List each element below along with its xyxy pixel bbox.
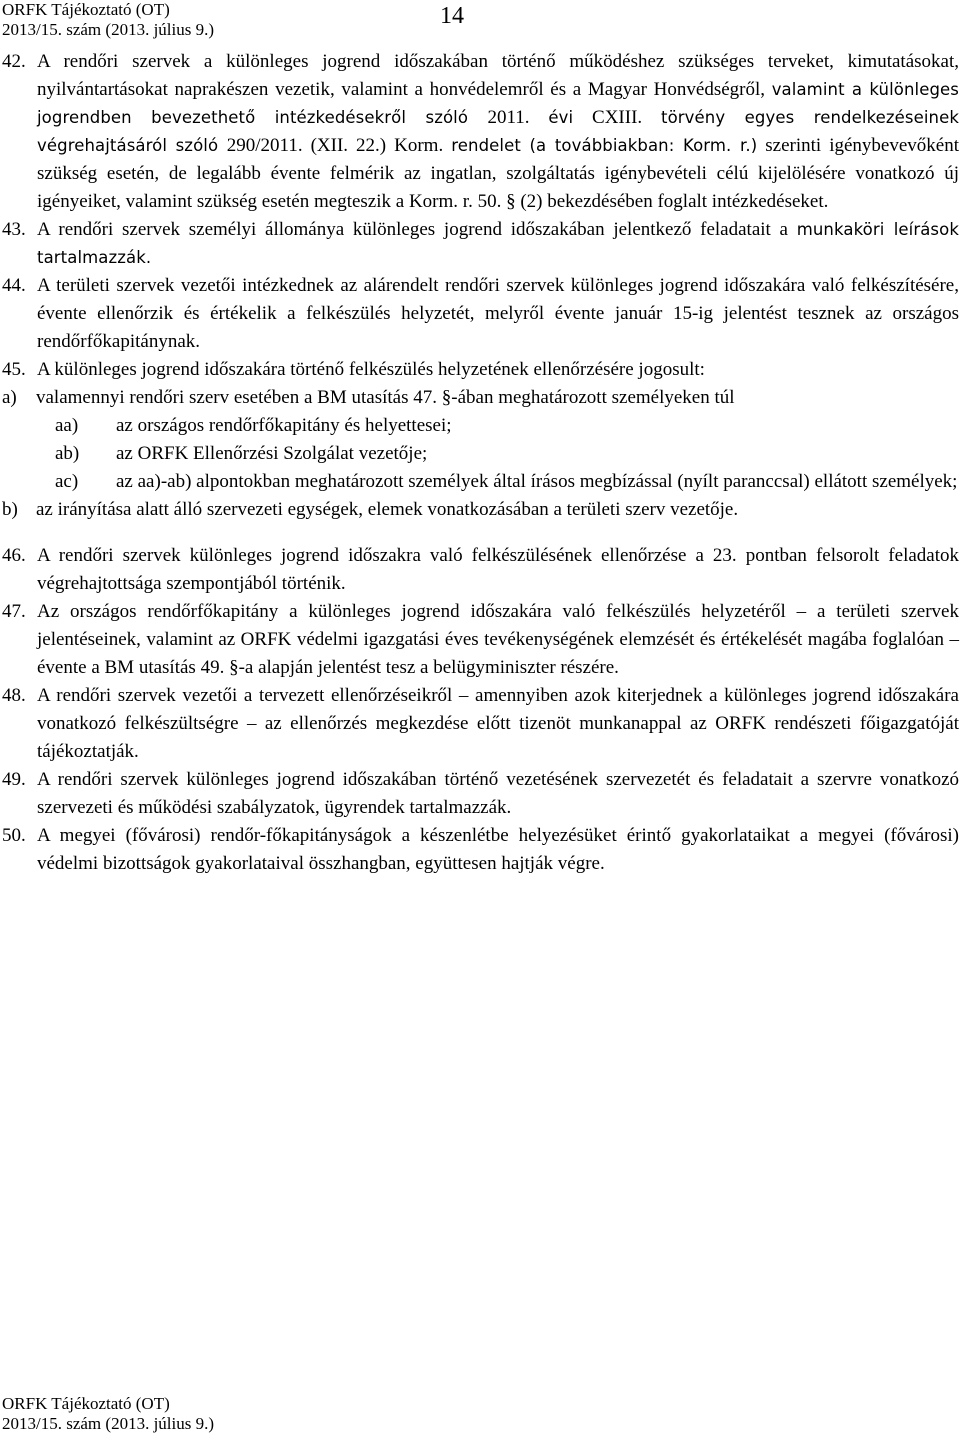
subpoint-text: alpontokban meghatározott személyek által írásos megbízással (nyílt paranccsal) ellátott személyek; (191, 471, 958, 492)
section-text: A rendőri szervek a különleges jogrend időszakában történő működéshez szükséges terveket, kimutatásokat, nyilvántartásokat naprakészen vezetik, valamint a honvédelemről és a Magyar Honvédségről, (37, 51, 959, 100)
section-43 (2, 216, 959, 272)
section-number: 42. (2, 51, 26, 72)
subpoint-aa (55, 412, 959, 440)
point-text: valamennyi rendőri szerv esetében a BM utasítás 47. (36, 387, 442, 408)
section-number: 48. (2, 685, 26, 706)
footer-issue: 2013/15. szám (2013. július 9.) (2, 1414, 215, 1433)
section-text: -a alapján jelentést tesz a belügyminiszter részére. (238, 657, 619, 678)
section-number: 49. (2, 769, 26, 790)
section-text: szerinti igénybevevőként szükség esetén, de legalább évente felmérik az ingatlan, szolgáltatás igénybevételi célú kijelölésére vonatkozó új igényeiket, valamint szükség esetén megteszik a Korm. r. 50. (37, 135, 960, 212)
section-47 (2, 598, 959, 682)
subpoint-label: aa) (55, 415, 79, 436)
section-44 (2, 272, 959, 356)
point-text: az irányítása alatt álló szervezeti egységek, elemek vonatkozásában a területi szerv vezetője. (36, 499, 739, 520)
footer-publication: ORFK Tájékoztató (OT) (2, 1394, 170, 1413)
subpoint-ac (55, 468, 959, 496)
section-sign: § (441, 387, 452, 408)
section-text: évi (548, 108, 574, 127)
section-text: A rendőri szervek különleges jogrend időszakában történő vezetésének szervezetét és feladatait a szervre vonatkozó szervezeti és működési szabályzatok, ügyrendek tartalmazzák. (37, 769, 959, 818)
section-number: 46. (2, 545, 26, 566)
subpoint-ref: aa)-ab) (137, 471, 192, 492)
page-number: 14 (440, 3, 464, 29)
section-text: A rendőri szervek személyi állománya különleges jogrend időszakában jelentkező feladatait a (37, 219, 797, 240)
point-label: b) (2, 499, 18, 520)
section-46 (2, 542, 959, 598)
section-50 (2, 822, 959, 878)
section-text: Az országos rendőrfőkapitány a különleges jogrend időszakára való felkészülés helyzetéről – a területi szervek jelentéseinek, valamint az ORFK védelmi igazgatási éves tevékenységének elemzését és értékelését magába foglalóan – évente a BM utasítás 49. (37, 601, 959, 678)
section-text: 290/2011. (XII. 22.) Korm. (226, 135, 452, 156)
section-text: A rendőri szervek vezetői a tervezett ellenőrzéseikről – amennyiben azok kiterjednek a különleges jogrend időszakára vonatkozó felkészültségre – az ellenőrzés megkezdése előtt tizenöt munkanappal az ORFK rendészeti főigazgatóját tájékoztatják. (37, 685, 959, 762)
section-42 (2, 48, 959, 216)
subpoint-text: az (116, 471, 138, 492)
section-sign: § (229, 657, 239, 678)
subpoint-text: az országos rendőrfőkapitány és helyettesei; (116, 415, 452, 436)
header-issue: 2013/15. szám (2013. július 9.) (2, 20, 215, 39)
header-publication: ORFK Tájékoztató (OT) (2, 0, 170, 19)
section-sign: § (506, 191, 516, 212)
page-header (2, 0, 214, 40)
section-49 (2, 766, 959, 822)
spacer (2, 524, 959, 542)
subpoint-text: az ORFK Ellenőrzési Szolgálat vezetője; (116, 443, 428, 464)
point-text: -ában meghatározott személyeken túl (451, 387, 735, 408)
section-number: 45. (2, 359, 26, 380)
section-text: rendelet (a továbbiakban: Korm. r.) (451, 136, 758, 155)
point-a (2, 384, 959, 412)
section-text: A rendőri szervek különleges jogrend időszakra való felkészülésének ellenőrzése a 23. pontban felsorolt feladatok végrehajtottsága szempontjából történik. (37, 545, 959, 594)
section-text: CXIII. (573, 107, 662, 128)
section-text: 2011. (487, 107, 549, 128)
section-45 (2, 356, 959, 384)
section-number: 47. (2, 601, 26, 622)
section-text: A területi szervek vezetői intézkednek az alárendelt rendőri szervek különleges jogrend időszakára való felkészítésére, évente ellenőrzik és értékelik a felkészülés helyzetét, melyről évente január 15-ig jelentést tesznek az országos rendőrfőkapitánynak. (37, 275, 959, 352)
section-text: munkaköri leírások tartalmazzák. (37, 220, 959, 267)
page-footer (2, 1394, 214, 1434)
document-body (2, 48, 959, 878)
subpoint-label: ab) (55, 443, 80, 464)
section-number: 44. (2, 275, 26, 296)
subpoint-ab (55, 440, 959, 468)
section-text: valamint a különleges jogrendben bevezethető intézkedésekről szóló (37, 80, 959, 127)
section-number: 43. (2, 219, 26, 240)
section-number: 50. (2, 825, 26, 846)
point-label: a) (2, 387, 17, 408)
section-text: (2) bekezdésében foglalt intézkedéseket. (515, 191, 829, 212)
section-text: A megyei (fővárosi) rendőr-főkapitányságok a készenlétbe helyezésüket érintő gyakorlataikat a megyei (fővárosi) védelmi bizottságok gyakorlataival összhangban, együttesen hajtják végre. (37, 825, 959, 874)
section-48 (2, 682, 959, 766)
point-b (2, 496, 959, 524)
section-text: törvény egyes rendelkezéseinek végrehajtásáról szóló (37, 108, 959, 155)
subpoint-label: ac) (55, 471, 79, 492)
section-intro: A különleges jogrend időszakára történő felkészülés helyzetének ellenőrzésére jogosult: (37, 359, 705, 380)
